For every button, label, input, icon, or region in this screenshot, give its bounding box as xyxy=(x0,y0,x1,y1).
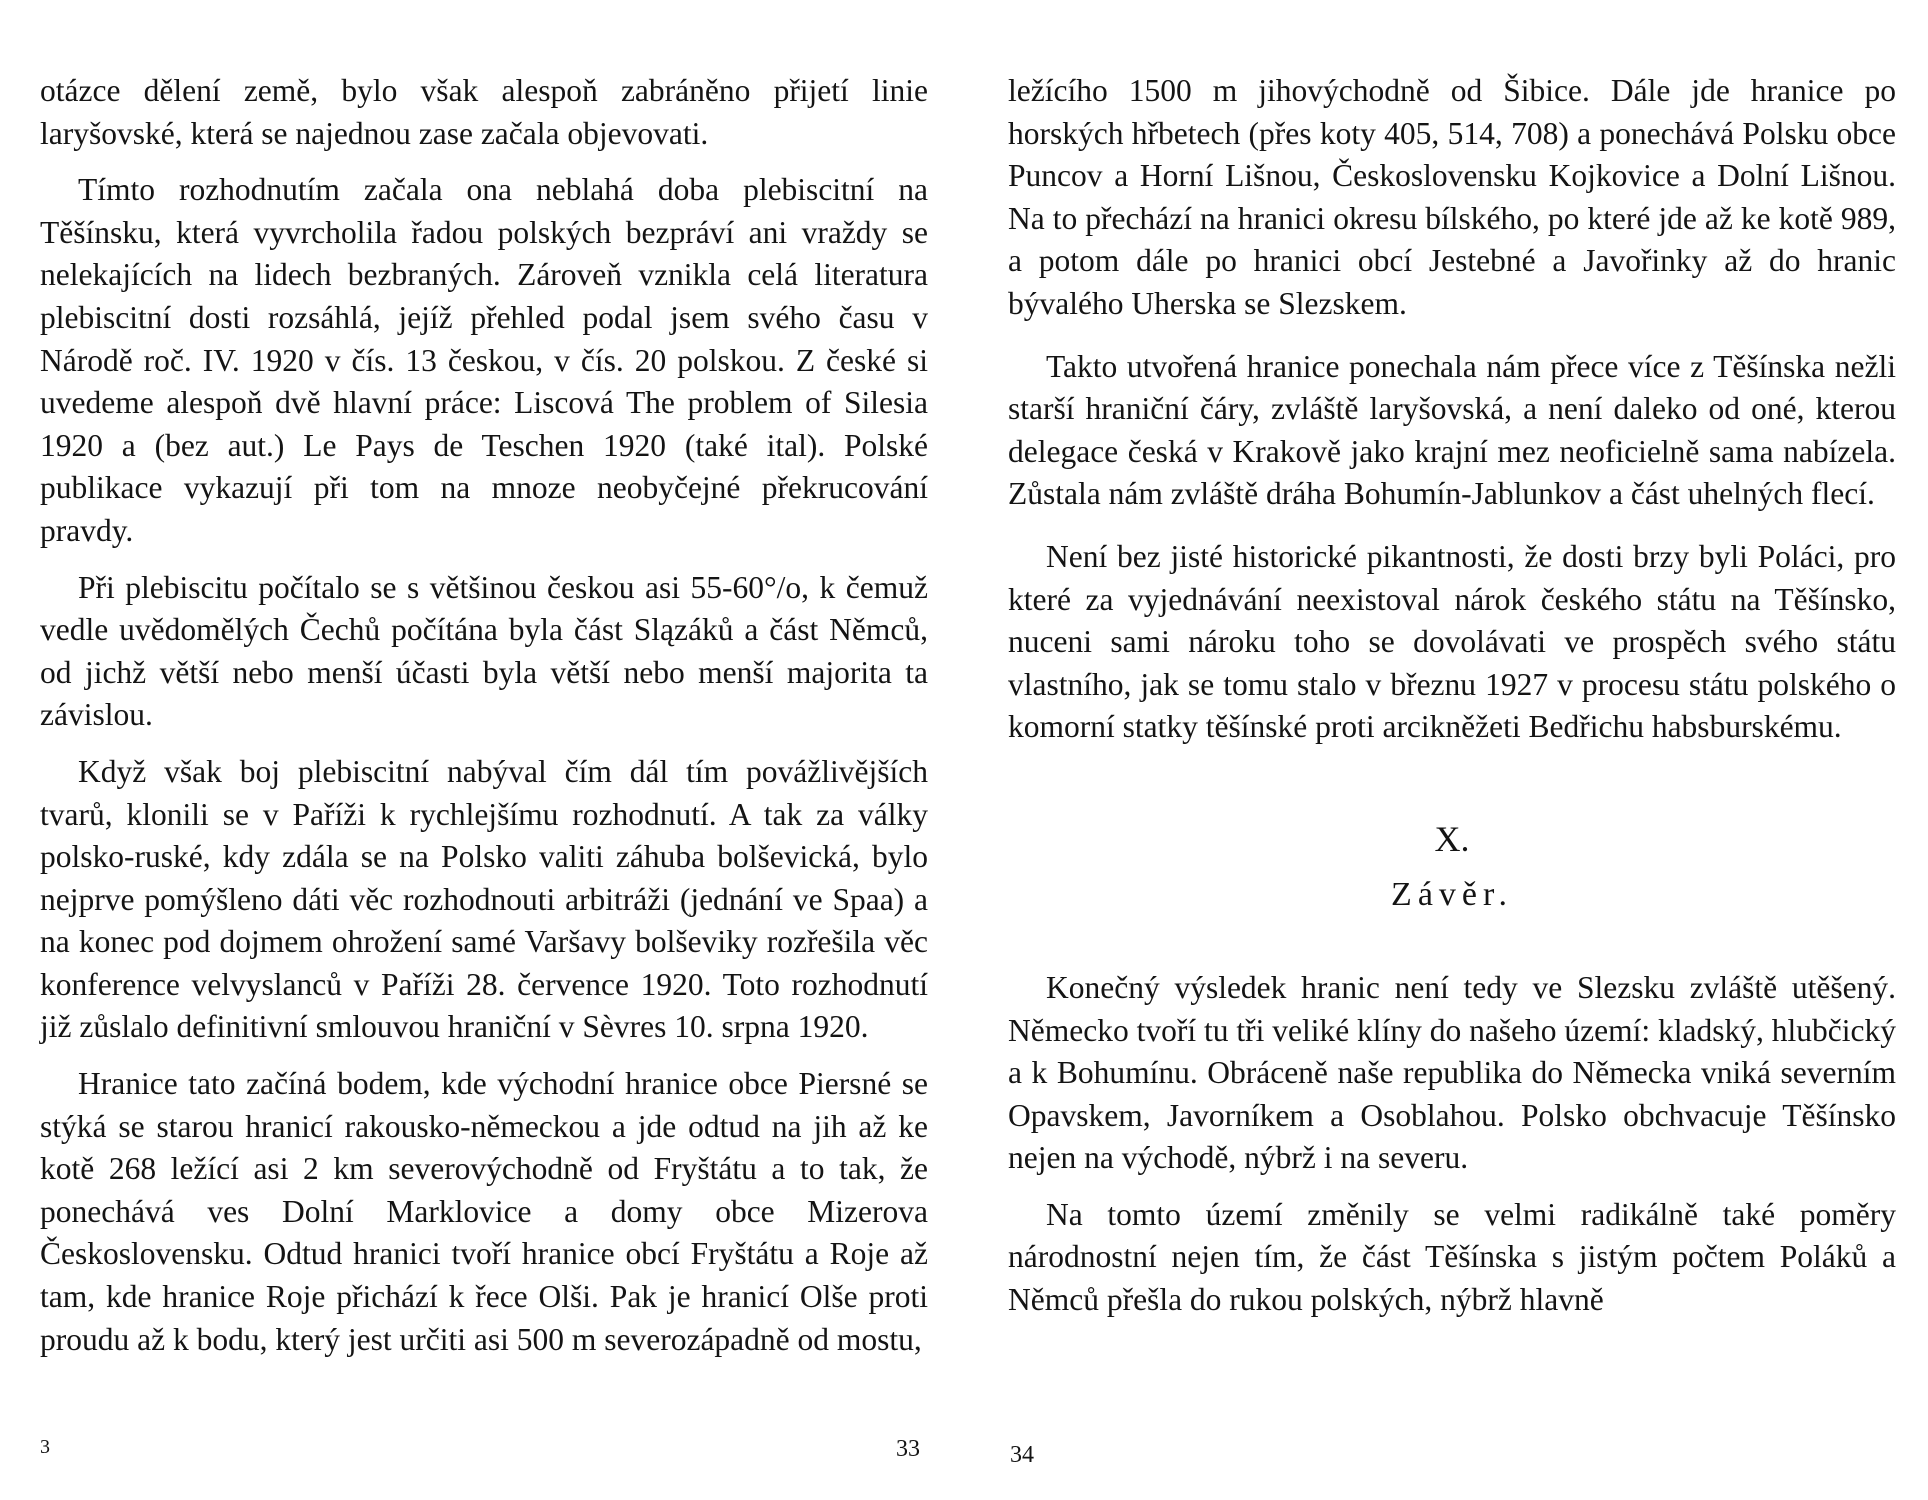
chapter-number: X. xyxy=(1434,818,1470,859)
page-number: 33 xyxy=(896,1436,920,1462)
paragraph: Při plebiscitu počítalo se s většinou českou asi 55-60°/o, k čemuž vedle uvědomělých Čechů počítána byla část Slązáků a část Němců, od jichž větší nebo menší účasti byla větší nebo menší majorita ta závislou. xyxy=(40,569,928,733)
paragraph: Takto utvořená hranice ponechala nám přece více z Těšínska nežli starší hraniční čáry, zvláště laryšovská, a není daleko od oné, kterou delegace česká v Krakově jako krajní mez neoficielně sama nabízela. Zůstala nám zvláště dráha Bohumín-Jablunkov a část uhelných flecí. xyxy=(1008,348,1896,512)
chapter-title: Závěr. xyxy=(1391,875,1513,913)
left-page xyxy=(40,70,928,1375)
paragraph: Když však boj plebiscitní nabýval čím dál tím povážlivějších tvarů, klonili se v Paříži k rychlejšímu rozhodnutí. A tak za války polsko-ruské, kdy zdála se na Polsko valiti záhuba bolševická, bylo nejprve pomýšleno dáti věc rozhodnouti arbitráži (jednání ve Spaa) a na konec pod dojmem ohrožení samé Varšavy bolševiky rozřešila věc konference velvyslanců v Paříži 28. července 1920. Toto rozhodnutí již zůslalo definitivní smlouvou hraniční v Sèvres 10. srpna 1920. xyxy=(40,753,928,1045)
paragraph: Tímto rozhodnutím začala ona neblahá doba plebiscitní na Těšínsku, která vyvrcholila řadou polských bezpráví ani vraždy se nelekajících na lidech bezbraných. Zároveň vznikla celá literatura plebiscitní dosti rozsáhlá, jejíž přehled podal jsem svého času v Národě roč. IV. 1920 v čís. 13 českou, v čís. 20 polskou. Z české si uvedeme alespoň dvě hlavní práce: Liscová The problem of Silesia 1920 a (bez aut.) Le Pays de Teschen 1920 (také ital). Polské publikace vykazují při tom na mnoze neobyčejné překrucování pravdy. xyxy=(40,172,928,548)
paragraph: Na tomto území změnily se velmi radikálně také poměry národnostní nejen tím, že část Těšínska s jistým počtem Poláků a Němců přešla do rukou polských, nýbrž hlavně xyxy=(1008,1196,1896,1318)
paragraph: Hranice tato začíná bodem, kde východní hranice obce Piersné se stýká se starou hranicí rakousko-německou a jde odtud na jih až ke kotě 268 ležící asi 2 km severovýchodně od Fryštátu a to tak, že ponechává ves Dolní Marklovice a domy obce Mizerova Československu. Odtud hranici tvoří hranice obcí Fryštátu a Roje až tam, kde hranice Roje přichází k řece Olši. Pak je hranicí Olše proti proudu až k bodu, který jest určiti asi 500 m severozápadně od mostu, xyxy=(40,1066,928,1357)
page-number: 34 xyxy=(1010,1442,1034,1468)
paragraph: Není bez jisté historické pikantnosti, že dosti brzy byli Poláci, pro které za vyjednávání neexistoval nárok českého státu na Těšínsko, nuceni sami nároku toho se dovolávati ve prospěch svého státu vlastního, jak se tomu stalo v březnu 1927 v procesu státu polského o komorní statky těšínské proti arcikněžeti Bedřichu habsburskému. xyxy=(1008,538,1896,745)
right-page xyxy=(1008,70,1896,1336)
paragraph: otázce dělení země, bylo však alespoň zabráněno přijetí linie laryšovské, která se najednou zase začala objevovati. xyxy=(40,73,928,151)
page-marker: 3 xyxy=(40,1436,50,1458)
paragraph: ležícího 1500 m jihovýchodně od Šibice. Dále jde hranice po horských hřbetech (přes koty 405, 514, 708) a ponechává Polsku obce Puncov a Horní Lišnou, Československu Kojkovice a Dolní Lišnou. Na to přechází na hranici okresu bílského, po které jde až ke kotě 989, a potom dále po hranici obcí Jestebné a Javořinky až do hranic bývalého Uherska se Slezskem. xyxy=(1008,73,1896,321)
paragraph: Konečný výsledek hranic není tedy ve Slezsku zvláště utěšený. Německo tvoří tu tři veliké klíny do našeho území: kladský, hlubčický a k Bohumínu. Obráceně naše republika do Německa vniká severním Opavskem, Javorníkem a Osoblahou. Polsko obchvacuje Těšínsko nejen na východě, nýbrž i na severu. xyxy=(1008,969,1896,1176)
